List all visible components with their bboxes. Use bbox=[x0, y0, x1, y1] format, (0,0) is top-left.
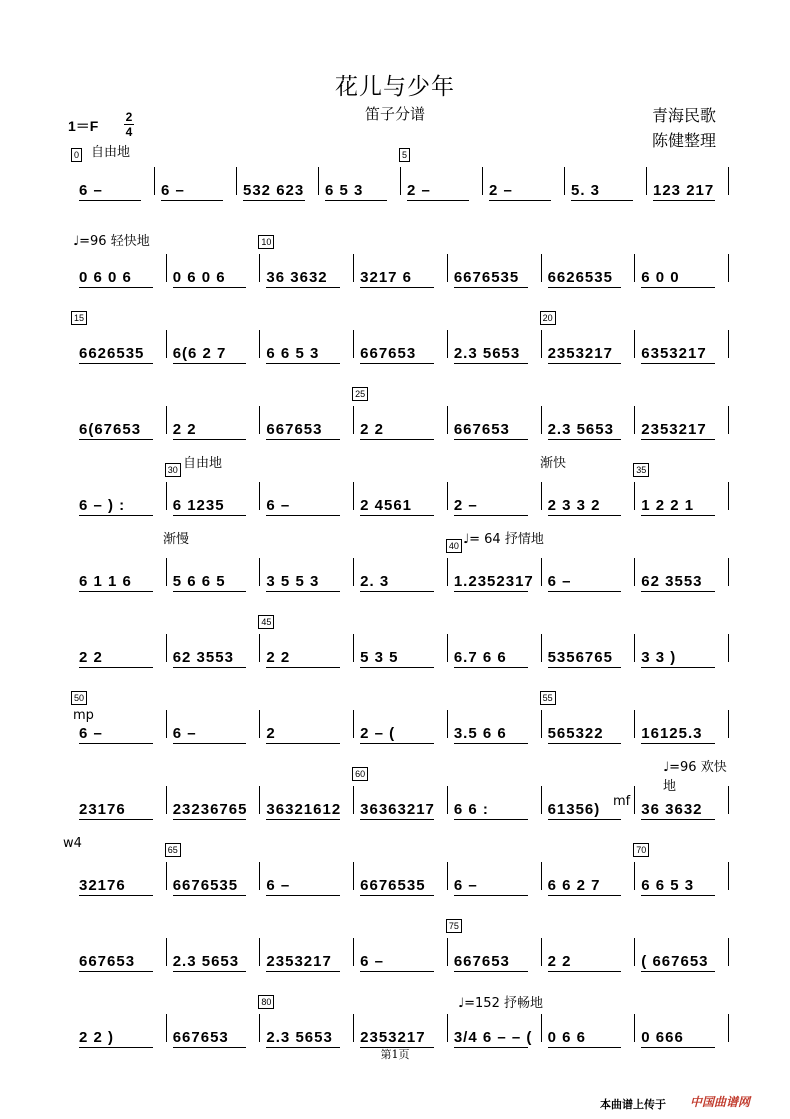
measure-notes: 36363217 bbox=[360, 801, 435, 818]
measure-notes: 6 – bbox=[547, 573, 572, 590]
measure-notes: 6 – bbox=[266, 497, 291, 514]
measure-notes: 61356) bbox=[547, 801, 601, 818]
measure bbox=[260, 708, 354, 748]
measure bbox=[354, 328, 448, 368]
measure bbox=[73, 404, 167, 444]
measure bbox=[354, 708, 448, 748]
measure bbox=[542, 860, 636, 900]
measure-notes: 2353217 bbox=[266, 953, 332, 970]
measure-notes: 2 2 bbox=[360, 421, 384, 438]
measure-notes: 2353217 bbox=[641, 421, 707, 438]
measure bbox=[542, 313, 636, 368]
tempo-marking: 自由地 bbox=[91, 145, 131, 160]
measure-notes: 2.3 5653 bbox=[453, 345, 521, 362]
measure bbox=[319, 165, 401, 205]
site-logo: 中国曲谱网 bbox=[690, 1095, 751, 1109]
measure bbox=[448, 708, 542, 748]
measure-notes: 6626535 bbox=[79, 345, 145, 362]
beam-underline bbox=[454, 363, 528, 364]
score-row bbox=[63, 836, 729, 900]
measure bbox=[260, 784, 354, 824]
measure bbox=[448, 328, 542, 368]
measure-number: 60 bbox=[352, 767, 368, 781]
measure-notes: 2 2 ) bbox=[79, 1029, 115, 1046]
bar-line bbox=[728, 710, 729, 738]
tempo-marking: ♩= 64 抒情地 bbox=[463, 532, 544, 547]
measure-notes: 6 – ) : bbox=[79, 497, 126, 514]
score-row bbox=[73, 617, 729, 672]
measure-notes: 2 4561 bbox=[360, 497, 413, 514]
beam-underline bbox=[79, 515, 153, 516]
tempo-marking: w4 bbox=[63, 836, 82, 851]
tempo-marking: mp bbox=[73, 708, 94, 723]
bar-line bbox=[728, 330, 729, 358]
beam-underline bbox=[454, 667, 528, 668]
beam-underline bbox=[173, 591, 247, 592]
beam-underline bbox=[360, 743, 434, 744]
tempo-marking: ♩=96 轻快地 bbox=[73, 234, 150, 249]
measure bbox=[260, 556, 354, 596]
measure bbox=[167, 936, 261, 976]
tempo-marking: 渐慢 bbox=[163, 532, 190, 547]
measure-number: 45 bbox=[258, 615, 274, 629]
beam-underline bbox=[266, 895, 340, 896]
measure-notes: 6 – bbox=[79, 725, 103, 742]
measure bbox=[401, 150, 483, 205]
beam-underline bbox=[641, 287, 715, 288]
measure-number: 40 bbox=[446, 539, 462, 553]
measure-notes: 2.3 5653 bbox=[547, 421, 614, 438]
measure-notes: 6676535 bbox=[453, 269, 520, 286]
beam-underline bbox=[489, 200, 551, 201]
page-number: 第1页 bbox=[380, 1048, 410, 1061]
bar-line bbox=[728, 862, 729, 890]
beam-underline bbox=[360, 287, 434, 288]
bar-line bbox=[728, 406, 729, 434]
measure-notes: 2 – bbox=[407, 182, 431, 199]
measure-number: 0 bbox=[71, 148, 82, 162]
measure bbox=[73, 860, 167, 900]
measure-notes: 6 – bbox=[161, 182, 185, 199]
measure bbox=[647, 165, 729, 205]
measure-number: 65 bbox=[165, 843, 181, 857]
measure-notes: 2 2 bbox=[79, 649, 103, 666]
time-bottom: 4 bbox=[125, 125, 133, 139]
upload-caption: 本曲谱上传于 bbox=[600, 1098, 666, 1111]
beam-underline bbox=[360, 667, 434, 668]
beam-underline bbox=[79, 971, 153, 972]
measure bbox=[635, 465, 729, 520]
measure bbox=[260, 617, 354, 672]
measure bbox=[73, 936, 167, 976]
measure-notes: 2353217 bbox=[547, 345, 613, 362]
measure-notes: 2.3 5653 bbox=[172, 953, 240, 970]
beam-underline bbox=[641, 743, 715, 744]
beam-underline bbox=[641, 819, 715, 820]
measure bbox=[448, 480, 542, 520]
beam-underline bbox=[173, 439, 247, 440]
beam-underline bbox=[173, 515, 247, 516]
measure-notes: 6 – bbox=[172, 725, 197, 742]
measure-notes: 667653 bbox=[266, 421, 323, 438]
measure bbox=[635, 328, 729, 368]
measure-notes: 62 3553 bbox=[172, 649, 234, 666]
measure bbox=[354, 389, 448, 444]
measure-notes: 6676535 bbox=[172, 877, 239, 894]
beam-underline bbox=[161, 200, 223, 201]
measure bbox=[448, 252, 542, 292]
measure-notes: 6676535 bbox=[360, 877, 426, 894]
beam-underline bbox=[454, 439, 528, 440]
measure-notes: ( 667653 bbox=[641, 953, 709, 970]
beam-underline bbox=[548, 287, 622, 288]
beam-underline bbox=[454, 515, 528, 516]
beam-underline bbox=[243, 200, 305, 201]
measure-notes: 6353217 bbox=[641, 345, 707, 362]
measure-notes: 0 6 0 6 bbox=[79, 269, 132, 286]
measure-notes: 6 – bbox=[266, 877, 291, 894]
beam-underline bbox=[454, 819, 528, 820]
score-row bbox=[73, 921, 729, 976]
beam-underline bbox=[173, 971, 247, 972]
beam-underline bbox=[454, 287, 528, 288]
measure bbox=[354, 769, 448, 824]
measure-notes: 2 3 3 2 bbox=[547, 497, 601, 514]
measure bbox=[354, 480, 448, 520]
beam-underline bbox=[360, 895, 434, 896]
beam-underline bbox=[79, 819, 153, 820]
beam-underline bbox=[641, 439, 715, 440]
bar-line bbox=[728, 1014, 729, 1042]
beam-underline bbox=[79, 200, 141, 201]
beam-underline bbox=[641, 971, 715, 972]
measure-notes: 667653 bbox=[79, 953, 136, 970]
beam-underline bbox=[548, 591, 622, 592]
beam-underline bbox=[360, 439, 434, 440]
measure-notes: 3/4 6 – – ( bbox=[453, 1029, 533, 1046]
measure bbox=[237, 165, 319, 205]
beam-underline bbox=[79, 363, 153, 364]
measure-notes: 565322 bbox=[547, 725, 604, 742]
measure bbox=[354, 556, 448, 596]
beam-underline bbox=[641, 591, 715, 592]
measure-notes: 6 6 5 3 bbox=[641, 877, 695, 894]
measure-notes: 23236765 bbox=[172, 801, 248, 818]
measure bbox=[542, 556, 636, 596]
measure-number: 80 bbox=[258, 995, 274, 1009]
measure bbox=[448, 541, 542, 596]
measure bbox=[260, 404, 354, 444]
measure-notes: 6 – bbox=[453, 877, 478, 894]
measure-notes: 62 3553 bbox=[641, 573, 703, 590]
score-row bbox=[73, 389, 729, 444]
score-row bbox=[73, 532, 729, 596]
measure-number: 10 bbox=[258, 235, 274, 249]
score-subtitle: 笛子分谱 bbox=[364, 105, 425, 123]
beam-underline bbox=[641, 363, 715, 364]
measure bbox=[260, 328, 354, 368]
measure bbox=[260, 860, 354, 900]
score-row bbox=[73, 234, 729, 292]
measure bbox=[260, 237, 354, 292]
measure-notes: 2 – bbox=[489, 182, 513, 199]
key-signature: 1＝F bbox=[68, 118, 99, 134]
beam-underline bbox=[79, 895, 153, 896]
measure bbox=[448, 784, 542, 824]
measure bbox=[167, 556, 261, 596]
beam-underline bbox=[173, 895, 247, 896]
beam-underline bbox=[571, 200, 633, 201]
measure-notes: 36 3632 bbox=[641, 801, 703, 818]
measure-notes: 6(6 2 7 bbox=[172, 345, 227, 362]
beam-underline bbox=[79, 743, 153, 744]
beam-underline bbox=[454, 591, 528, 592]
tempo-marking: ♩=96 欢快地 bbox=[663, 760, 727, 794]
beam-underline bbox=[325, 200, 387, 201]
measure-number: 75 bbox=[446, 919, 462, 933]
measure bbox=[167, 252, 261, 292]
beam-underline bbox=[266, 515, 340, 516]
measure bbox=[167, 632, 261, 672]
measure bbox=[167, 328, 261, 368]
measure-notes: 6 5 3 bbox=[325, 182, 364, 199]
measure bbox=[167, 708, 261, 748]
beam-underline bbox=[548, 743, 622, 744]
measure bbox=[448, 921, 542, 976]
measure-number: 35 bbox=[633, 463, 649, 477]
measure-number: 30 bbox=[165, 463, 181, 477]
measure bbox=[73, 252, 167, 292]
measure-notes: 2. 3 bbox=[360, 573, 390, 590]
measure-notes: 0 666 bbox=[641, 1029, 684, 1046]
measure-notes: 6.7 6 6 bbox=[453, 649, 507, 666]
beam-underline bbox=[548, 667, 622, 668]
measure-number: 25 bbox=[352, 387, 368, 401]
beam-underline bbox=[548, 439, 622, 440]
measure bbox=[635, 936, 729, 976]
measure-notes: 532 623 bbox=[243, 182, 305, 199]
measure bbox=[354, 860, 448, 900]
beam-underline bbox=[548, 515, 622, 516]
score-row bbox=[73, 760, 729, 824]
measure bbox=[635, 556, 729, 596]
beam-underline bbox=[548, 363, 622, 364]
score-row bbox=[73, 313, 729, 368]
beam-underline bbox=[173, 363, 247, 364]
measure-notes: 2 bbox=[266, 725, 276, 742]
measure-notes: 667653 bbox=[172, 1029, 229, 1046]
measure-notes: 123 217 bbox=[653, 182, 715, 199]
measure-notes: 3 3 ) bbox=[641, 649, 677, 666]
tempo-marking: ♩=152 抒畅地 bbox=[458, 996, 543, 1011]
measure-notes: 36 3632 bbox=[266, 269, 328, 286]
measure-number: 50 bbox=[71, 691, 87, 705]
measure-notes: 667653 bbox=[453, 421, 510, 438]
measure-notes: 3.5 6 6 bbox=[453, 725, 507, 742]
bar-line bbox=[728, 254, 729, 282]
measure-notes: 6 – bbox=[79, 182, 103, 199]
measure bbox=[73, 313, 167, 368]
measure bbox=[167, 784, 261, 824]
measure bbox=[260, 480, 354, 520]
measure bbox=[354, 252, 448, 292]
beam-underline bbox=[266, 363, 340, 364]
measure-number: 5 bbox=[399, 148, 410, 162]
tempo-marking: 渐快 bbox=[540, 456, 567, 471]
measure-notes: 667653 bbox=[360, 345, 417, 362]
measure-notes: 6626535 bbox=[547, 269, 613, 286]
measure bbox=[542, 693, 636, 748]
measure bbox=[73, 784, 167, 824]
beam-underline bbox=[173, 743, 247, 744]
measure-notes: 2 2 bbox=[547, 953, 572, 970]
beam-underline bbox=[79, 591, 153, 592]
tempo-marking: 自由地 bbox=[183, 456, 223, 471]
measure-number: 20 bbox=[540, 311, 556, 325]
beam-underline bbox=[266, 591, 340, 592]
measure-notes: 16125.3 bbox=[641, 725, 703, 742]
beam-underline bbox=[79, 667, 153, 668]
beam-underline bbox=[79, 287, 153, 288]
measure-notes: 32176 bbox=[79, 877, 126, 894]
score-row bbox=[73, 693, 729, 748]
measure-notes: 2 2 bbox=[266, 649, 291, 666]
measure bbox=[73, 556, 167, 596]
measure-notes: 3 5 5 3 bbox=[266, 573, 320, 590]
time-top: 2 bbox=[125, 110, 133, 124]
measure bbox=[565, 165, 647, 205]
beam-underline bbox=[641, 667, 715, 668]
measure-notes: 5356765 bbox=[547, 649, 613, 666]
measure-notes: 36321612 bbox=[266, 801, 342, 818]
measure bbox=[635, 252, 729, 292]
measure-notes: 1.2352317 bbox=[453, 573, 534, 590]
tempo-marking: mf bbox=[613, 794, 631, 809]
beam-underline bbox=[548, 819, 622, 820]
beam-underline bbox=[266, 971, 340, 972]
measure-notes: 6 6 5 3 bbox=[266, 345, 320, 362]
measure bbox=[354, 632, 448, 672]
beam-underline bbox=[454, 971, 528, 972]
measure bbox=[167, 404, 261, 444]
beam-underline bbox=[641, 515, 715, 516]
measure bbox=[260, 936, 354, 976]
measure-notes: 2 2 bbox=[172, 421, 197, 438]
beam-underline bbox=[173, 667, 247, 668]
bar-line bbox=[728, 482, 729, 510]
measure-notes: 667653 bbox=[453, 953, 510, 970]
measure-number: 15 bbox=[71, 311, 87, 325]
beam-underline bbox=[407, 200, 469, 201]
song-origin: 青海民歌 bbox=[652, 106, 717, 125]
measure-notes: 23176 bbox=[79, 801, 126, 818]
measure bbox=[448, 632, 542, 672]
beam-underline bbox=[653, 200, 715, 201]
measure bbox=[635, 845, 729, 900]
measure bbox=[167, 845, 261, 900]
measure bbox=[635, 632, 729, 672]
measure-notes: 1 2 2 1 bbox=[641, 497, 695, 514]
beam-underline bbox=[548, 971, 622, 972]
bar-line bbox=[728, 558, 729, 586]
score-row bbox=[73, 145, 729, 205]
measure bbox=[73, 480, 167, 520]
score-row bbox=[73, 456, 729, 520]
beam-underline bbox=[266, 667, 340, 668]
measure bbox=[542, 404, 636, 444]
measure-notes: 5 3 5 bbox=[360, 649, 399, 666]
beam-underline bbox=[360, 363, 434, 364]
measure-notes: 2353217 bbox=[360, 1029, 426, 1046]
measure-notes: 6 – bbox=[360, 953, 384, 970]
measure-notes: 2 – ( bbox=[360, 725, 396, 742]
measure-notes: 6 1 1 6 bbox=[79, 573, 132, 590]
beam-underline bbox=[266, 439, 340, 440]
beam-underline bbox=[360, 819, 434, 820]
measure-number: 55 bbox=[540, 691, 556, 705]
measure-number: 70 bbox=[633, 843, 649, 857]
time-signature bbox=[124, 110, 134, 139]
measure-notes: 6(67653 bbox=[79, 421, 142, 438]
measure-notes: 6 1235 bbox=[172, 497, 225, 514]
beam-underline bbox=[266, 819, 340, 820]
measure bbox=[542, 252, 636, 292]
beam-underline bbox=[79, 439, 153, 440]
measure-notes: 2.3 5653 bbox=[266, 1029, 333, 1046]
measure bbox=[448, 404, 542, 444]
measure-notes: 6 6 : bbox=[453, 801, 489, 818]
measure-notes: 6 6 2 7 bbox=[547, 877, 601, 894]
beam-underline bbox=[173, 287, 247, 288]
measure-notes: 2 – bbox=[453, 497, 478, 514]
beam-underline bbox=[266, 287, 340, 288]
arranger: 陈健整理 bbox=[652, 131, 717, 150]
beam-underline bbox=[360, 591, 434, 592]
bar-line bbox=[728, 167, 729, 195]
beam-underline bbox=[173, 819, 247, 820]
measure-notes: 3217 6 bbox=[360, 269, 413, 286]
measure bbox=[542, 936, 636, 976]
measure bbox=[483, 165, 565, 205]
beam-underline bbox=[454, 743, 528, 744]
measure-notes: 5. 3 bbox=[571, 182, 601, 199]
beam-underline bbox=[266, 743, 340, 744]
bar-line bbox=[728, 634, 729, 662]
measure-notes: 0 6 0 6 bbox=[172, 269, 226, 286]
measure bbox=[167, 465, 261, 520]
measure bbox=[542, 632, 636, 672]
measure bbox=[542, 480, 636, 520]
measure bbox=[155, 165, 237, 205]
measure bbox=[448, 860, 542, 900]
measure bbox=[635, 708, 729, 748]
beam-underline bbox=[360, 971, 434, 972]
measure-notes: 0 6 6 bbox=[547, 1029, 586, 1046]
beam-underline bbox=[548, 895, 622, 896]
measure-notes: 5 6 6 5 bbox=[172, 573, 226, 590]
score-title: 花儿与少年 bbox=[335, 74, 455, 100]
measure bbox=[635, 404, 729, 444]
bar-line bbox=[728, 938, 729, 966]
measure bbox=[73, 632, 167, 672]
measure bbox=[354, 936, 448, 976]
beam-underline bbox=[454, 895, 528, 896]
measure-notes: 6 0 0 bbox=[641, 269, 680, 286]
beam-underline bbox=[641, 895, 715, 896]
beam-underline bbox=[360, 515, 434, 516]
